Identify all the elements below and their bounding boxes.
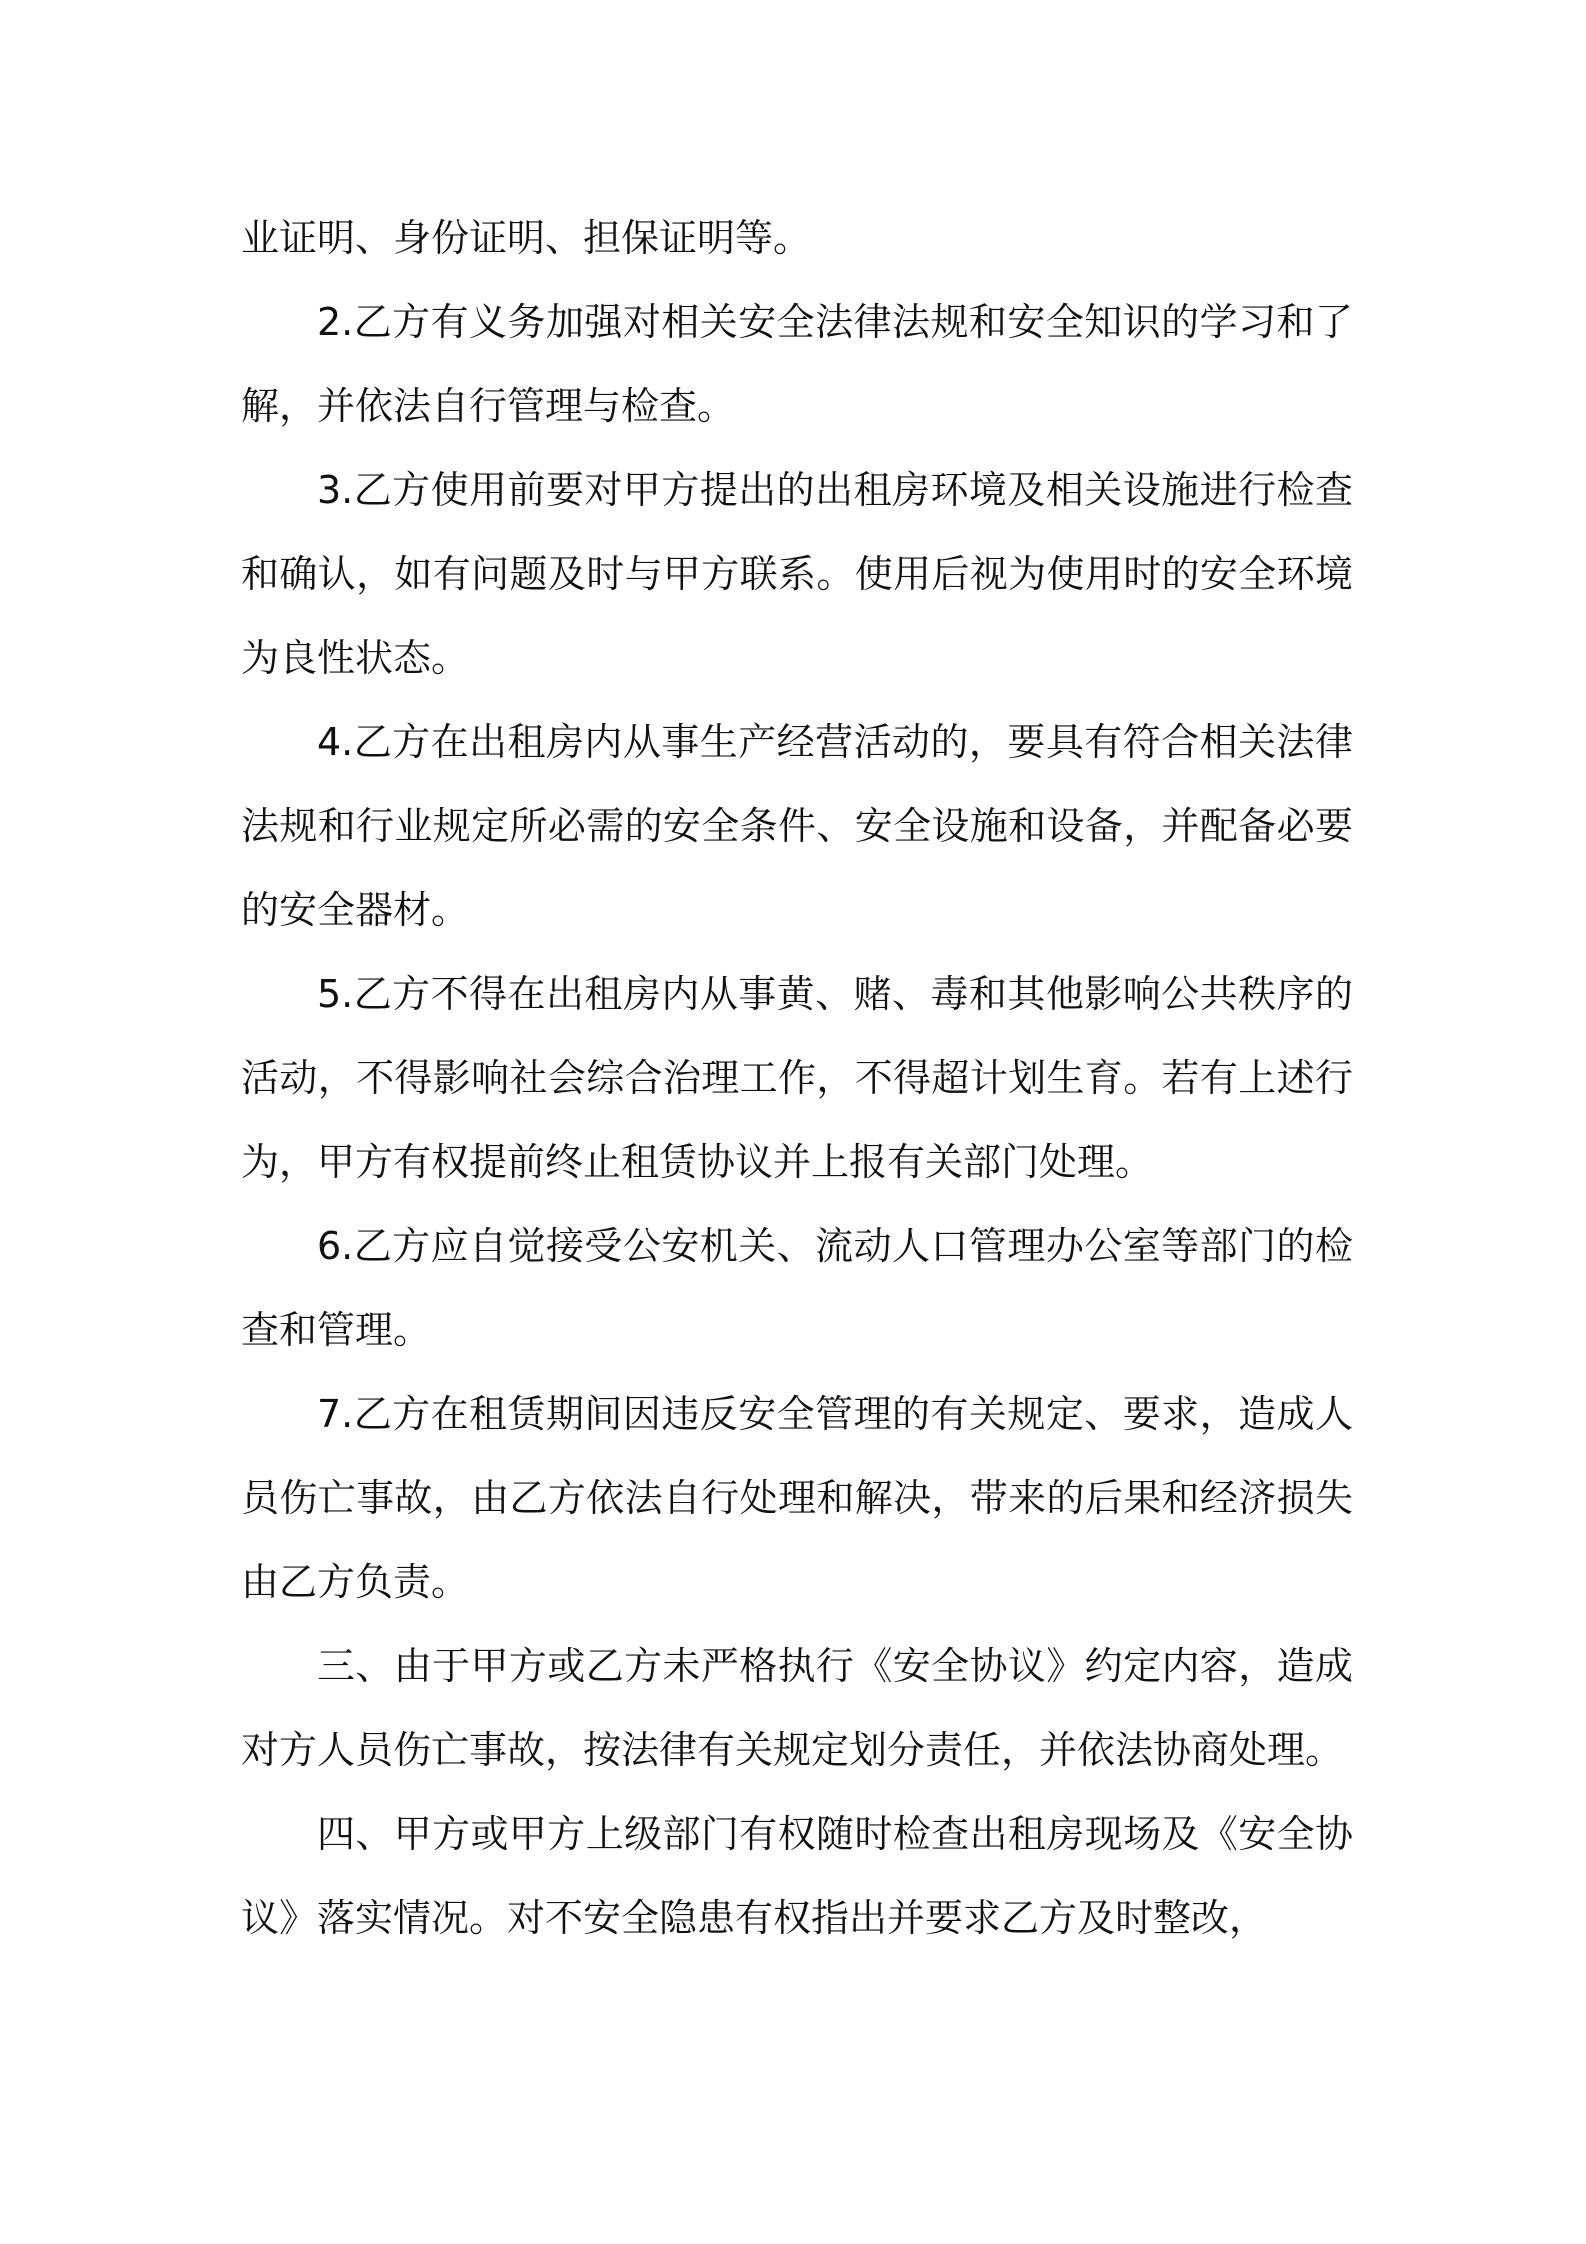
paragraph-clause-5: 5.乙方不得在出租房内从事黄、赌、毒和其他影响公共秩序的活动，不得影响社会综合治理工作，不得超计划生育。若有上述行为，甲方有权提前终止租赁协议并上报有关部门处理。 <box>241 972 1353 1184</box>
paragraph-section-4: 四、甲方或甲方上级部门有权随时检查出租房现场及《安全协议》落实情况。对不安全隐患有权指出并要求乙方及时整改， <box>241 1812 1353 1940</box>
paragraph-clause-7: 7.乙方在租赁期间因违反安全管理的有关规定、要求，造成人员伤亡事故，由乙方依法自行处理和解决，带来的后果和经济损失由乙方负责。 <box>241 1392 1353 1604</box>
paragraph-section-3: 三、由于甲方或乙方未严格执行《安全协议》约定内容，造成对方人员伤亡事故，按法律有关规定划分责任，并依法协商处理。 <box>241 1644 1353 1772</box>
paragraph-clause-6: 6.乙方应自觉接受公安机关、流动人口管理办公室等部门的检查和管理。 <box>241 1224 1353 1352</box>
paragraph-clause-3: 3.乙方使用前要对甲方提出的出租房环境及相关设施进行检查和确认，如有问题及时与甲方联系。使用后视为使用时的安全环境为良性状态。 <box>241 468 1353 680</box>
paragraph-clause-2: 2.乙方有义务加强对相关安全法律法规和安全知识的学习和了解，并依法自行管理与检查。 <box>241 300 1353 428</box>
paragraph-continuation: 业证明、身份证明、担保证明等。 <box>241 216 812 260</box>
document-body <box>241 196 1353 1960</box>
paragraph-clause-4: 4.乙方在出租房内从事生产经营活动的，要具有符合相关法律法规和行业规定所必需的安全条件、安全设施和设备，并配备必要的安全器材。 <box>241 720 1353 932</box>
